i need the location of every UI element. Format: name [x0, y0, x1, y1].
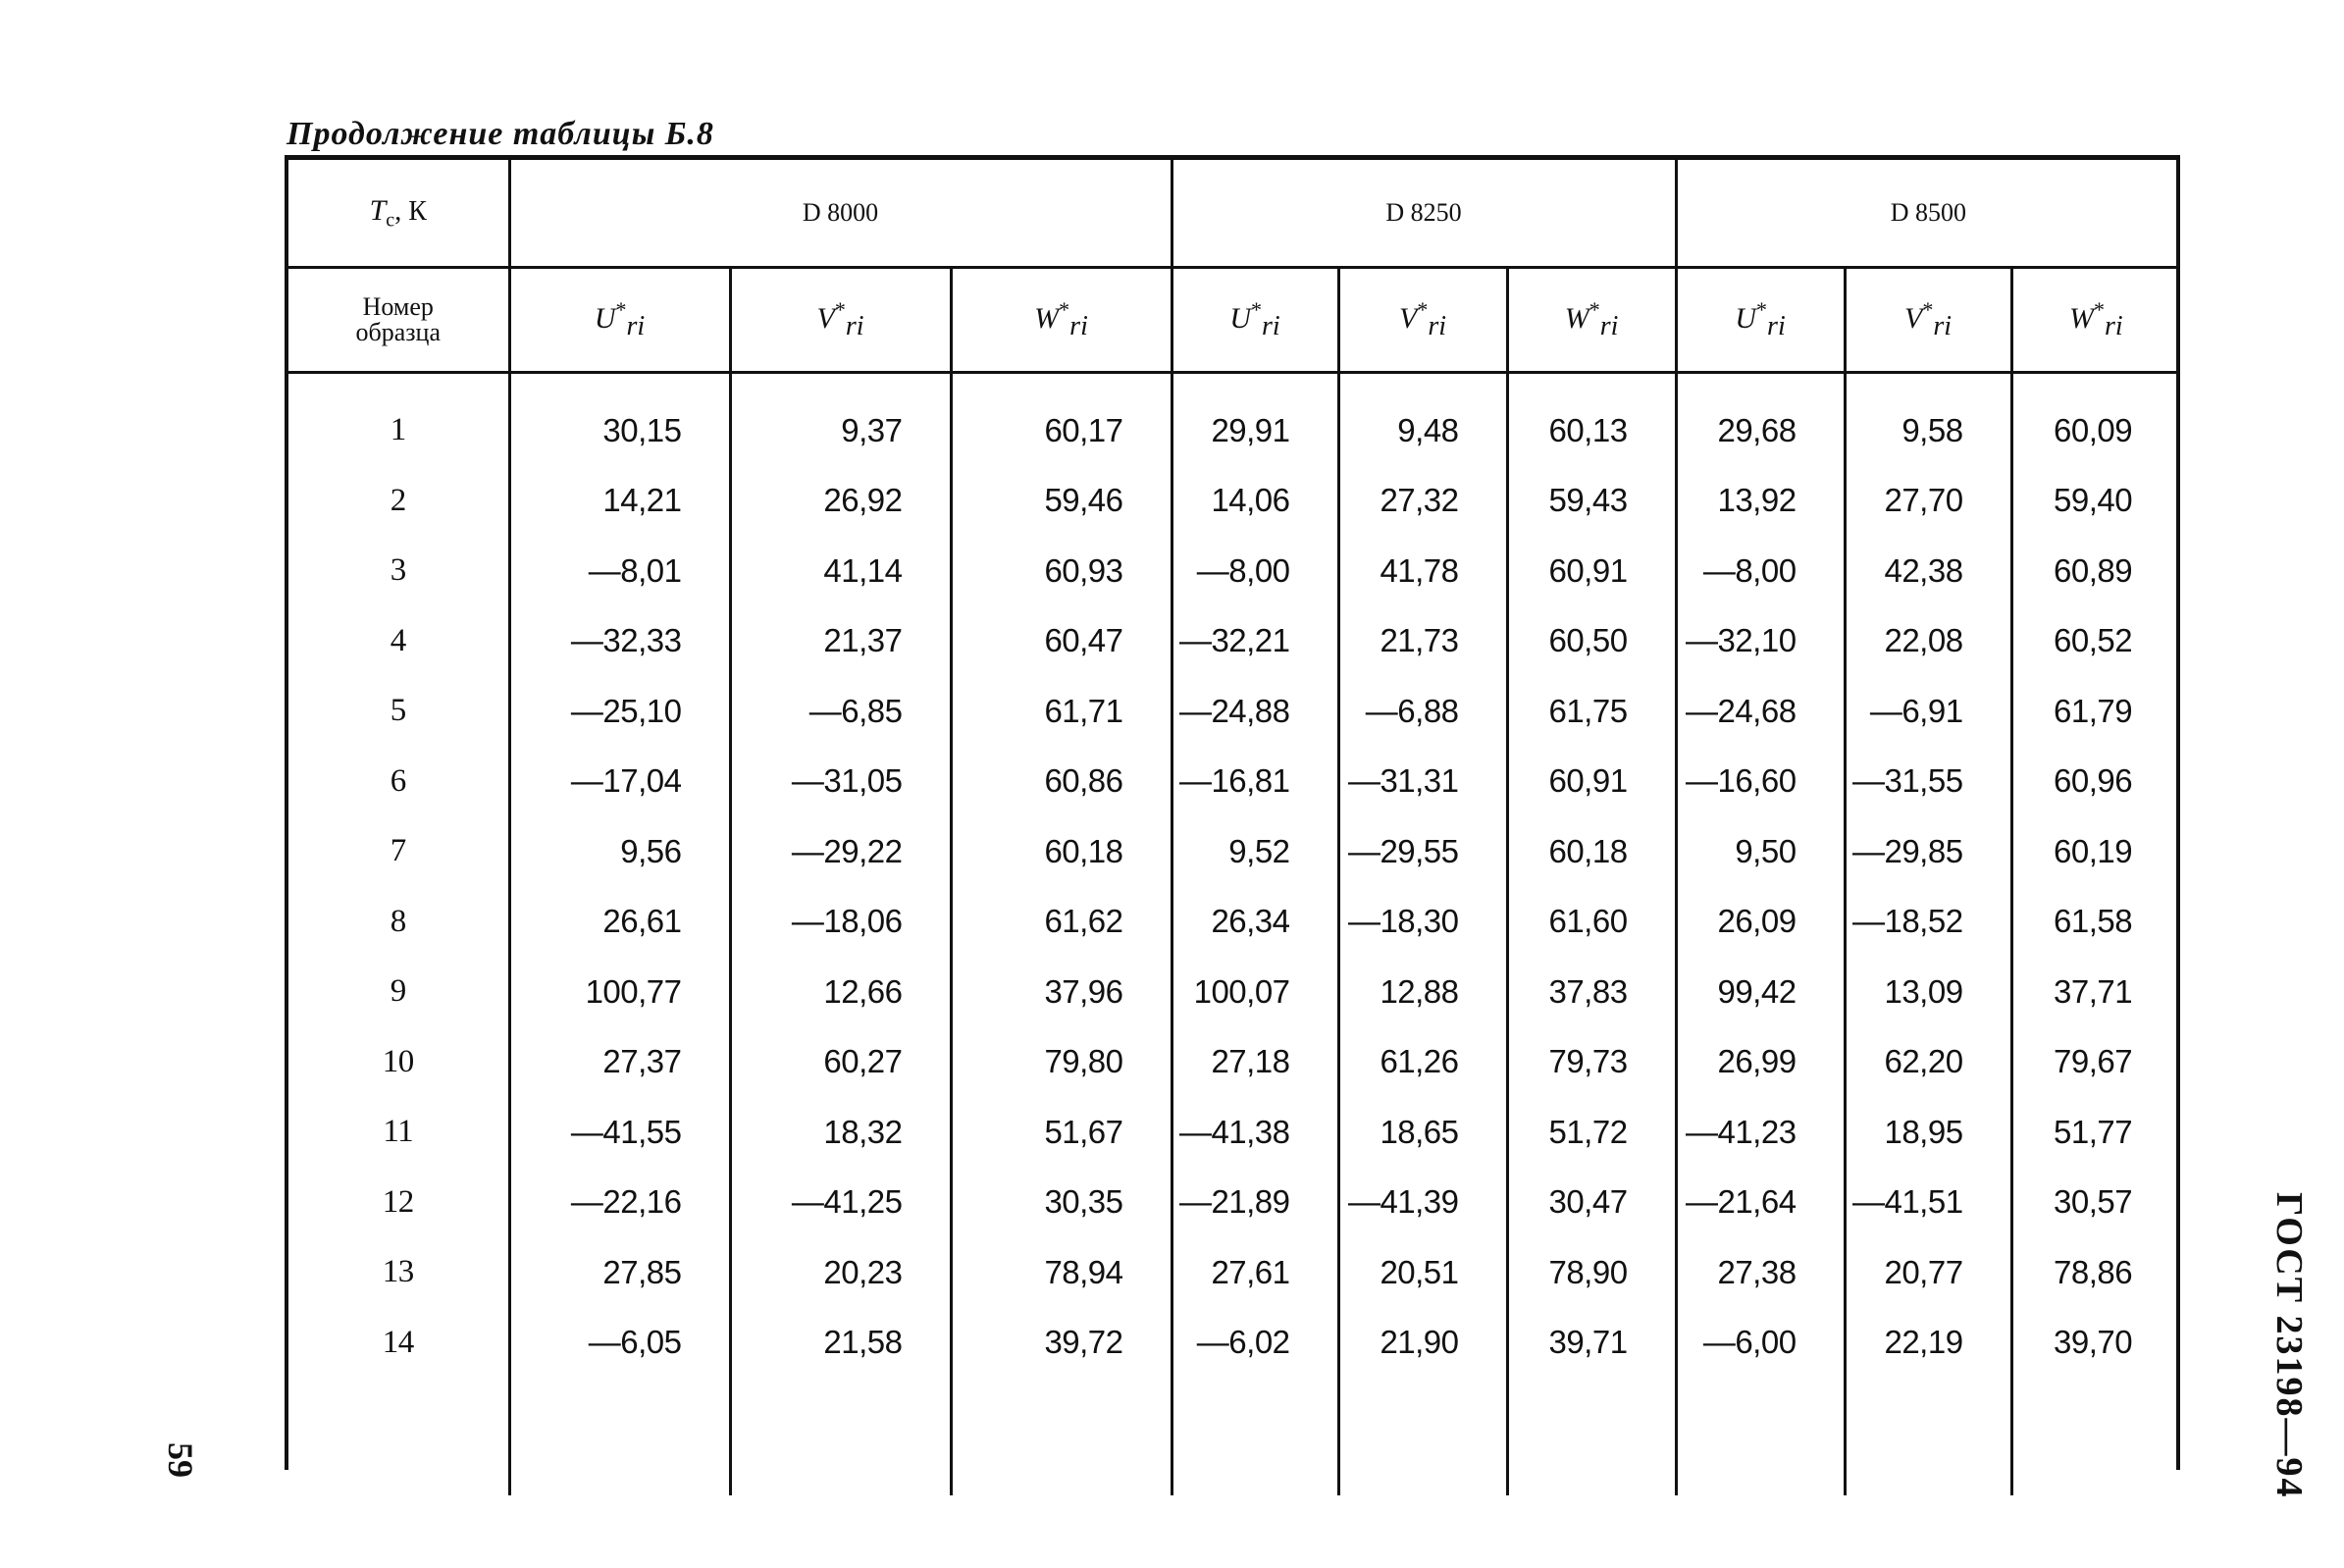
table-cell: 79,67 — [2011, 1027, 2179, 1098]
sample-label-line2: образца — [355, 318, 441, 346]
sample-number: 9 — [390, 973, 406, 1010]
table-cell: 27,70 — [1845, 466, 2011, 537]
table-cell: —24,88 — [1172, 676, 1338, 747]
table-cell: 37,96 — [951, 957, 1172, 1027]
standard-code: ГОСТ 23198—94 — [2268, 1192, 2310, 1499]
table-row — [288, 1308, 2179, 1379]
table-cell: 60,50 — [1507, 606, 1676, 677]
table-cell: 60,89 — [2011, 536, 2179, 606]
table-cell: —25,10 — [509, 676, 730, 747]
table-cell: —6,91 — [1845, 676, 2011, 747]
table-cell: 39,71 — [1507, 1308, 1676, 1379]
tc-symbol: T — [369, 193, 387, 227]
column-index: ri — [1428, 311, 1447, 341]
column-header-v-d8500 — [1845, 268, 2011, 373]
column-star: * — [1059, 297, 1070, 322]
table-cell: 14,21 — [509, 466, 730, 537]
table-cell: 59,43 — [1507, 466, 1676, 537]
sample-number: 6 — [390, 762, 406, 799]
data-table — [288, 160, 2179, 1495]
table-cell: 60,52 — [2011, 606, 2179, 677]
table-cell: 59,46 — [951, 466, 1172, 537]
table-cell: 21,58 — [730, 1308, 951, 1379]
sample-number: 11 — [383, 1114, 414, 1150]
table-cell: 37,71 — [2011, 957, 2179, 1027]
table-cell: 51,77 — [2011, 1097, 2179, 1168]
table-cell: 60,09 — [2011, 373, 2179, 466]
table-row — [288, 606, 2179, 677]
sample-number: 2 — [390, 482, 406, 518]
table-cell: 27,61 — [1172, 1237, 1338, 1308]
table-cell: —18,30 — [1338, 887, 1507, 958]
column-letter: W — [1564, 302, 1589, 335]
column-star: * — [1251, 297, 1263, 322]
tc-header — [288, 160, 509, 268]
column-letter: U — [1735, 302, 1757, 335]
table-cell: 60,18 — [1507, 816, 1676, 887]
table-cell: —18,52 — [1845, 887, 2011, 958]
table-cell: 26,34 — [1172, 887, 1338, 958]
table-cell: —6,02 — [1172, 1308, 1338, 1379]
column-index: ri — [2104, 311, 2123, 341]
table-cell: 22,08 — [1845, 606, 2011, 677]
table-cell: —21,89 — [1172, 1168, 1338, 1238]
tc-unit: , К — [394, 195, 427, 227]
table-cell: 9,58 — [1845, 373, 2011, 466]
table-row — [288, 957, 2179, 1027]
sample-number: 8 — [390, 903, 406, 939]
table-cell: —18,06 — [730, 887, 951, 958]
table-cell: 9,37 — [730, 373, 951, 466]
table-cell: 21,73 — [1338, 606, 1507, 677]
table-cell: 26,09 — [1676, 887, 1845, 958]
table-cell: 30,35 — [951, 1168, 1172, 1238]
group-header-d8000: D 8000 — [509, 160, 1172, 268]
table-cell: —29,85 — [1845, 816, 2011, 887]
table-cell: 26,61 — [509, 887, 730, 958]
table-cell: —41,39 — [1338, 1168, 1507, 1238]
table-cell: 27,37 — [509, 1027, 730, 1098]
filler-cell — [730, 1378, 951, 1495]
table-cell: —8,00 — [1676, 536, 1845, 606]
sample-number: 3 — [390, 552, 406, 589]
table-cell: 22,19 — [1845, 1308, 2011, 1379]
column-header-u-d8000 — [509, 268, 730, 373]
filler-cell — [288, 1378, 509, 1495]
table-cell: —16,60 — [1676, 747, 1845, 817]
filler-cell — [509, 1378, 730, 1495]
table-cell: 79,80 — [951, 1027, 1172, 1098]
column-star: * — [1417, 297, 1429, 322]
filler-cell — [1338, 1378, 1507, 1495]
table-row — [288, 1237, 2179, 1308]
sample-number: 1 — [390, 412, 406, 448]
table-cell: 20,23 — [730, 1237, 951, 1308]
column-symbol — [1399, 297, 1447, 341]
table-cell: 61,26 — [1338, 1027, 1507, 1098]
table-cell: 60,86 — [951, 747, 1172, 817]
table-cell: 61,75 — [1507, 676, 1676, 747]
table-cell: 61,62 — [951, 887, 1172, 958]
sample-number: 5 — [390, 693, 406, 729]
table-cell: 60,91 — [1507, 536, 1676, 606]
table-cell: 27,32 — [1338, 466, 1507, 537]
table-cell: —29,55 — [1338, 816, 1507, 887]
sample-number: 14 — [382, 1324, 414, 1360]
column-symbol — [2068, 297, 2123, 341]
table-cell: 78,86 — [2011, 1237, 2179, 1308]
table-cell: 21,37 — [730, 606, 951, 677]
table-row — [288, 466, 2179, 537]
table-cell: —31,31 — [1338, 747, 1507, 817]
table-cell: —41,25 — [730, 1168, 951, 1238]
sample-number: 7 — [390, 833, 406, 869]
table-row — [288, 373, 2179, 466]
table-cell: 9,50 — [1676, 816, 1845, 887]
column-symbol — [816, 297, 864, 341]
table-row — [288, 1168, 2179, 1238]
table-cell: 9,56 — [509, 816, 730, 887]
filler-cell — [1676, 1378, 1845, 1495]
header-row-columns — [288, 268, 2179, 373]
table-cell: —17,04 — [509, 747, 730, 817]
column-index: ri — [626, 311, 646, 341]
table-cell: 100,77 — [509, 957, 730, 1027]
column-symbol — [594, 297, 646, 341]
table-cell: 41,14 — [730, 536, 951, 606]
filler-cell — [2011, 1378, 2179, 1495]
table-cell: 9,52 — [1172, 816, 1338, 887]
table-row — [288, 536, 2179, 606]
column-header-w-d8000 — [951, 268, 1172, 373]
table-cell: 29,68 — [1676, 373, 1845, 466]
column-star: * — [1756, 297, 1768, 322]
table-cell: 27,85 — [509, 1237, 730, 1308]
table-cell: 30,15 — [509, 373, 730, 466]
column-header-u-d8500 — [1676, 268, 1845, 373]
table-cell: 29,91 — [1172, 373, 1338, 466]
column-star: * — [2093, 297, 2105, 322]
table-cell: 60,19 — [2011, 816, 2179, 887]
table-cell: 26,99 — [1676, 1027, 1845, 1098]
table-cell: 60,17 — [951, 373, 1172, 466]
table-cell: —31,55 — [1845, 747, 2011, 817]
column-symbol — [1904, 297, 1953, 341]
table-cell: 79,73 — [1507, 1027, 1676, 1098]
table-caption: Продолжение таблицы Б.8 — [286, 116, 714, 152]
table-cell: 99,42 — [1676, 957, 1845, 1027]
table-cell: 60,93 — [951, 536, 1172, 606]
column-header-u-d8250 — [1172, 268, 1338, 373]
table-cell: —8,00 — [1172, 536, 1338, 606]
table-row — [288, 747, 2179, 817]
column-symbol — [1229, 297, 1280, 341]
column-index: ri — [1262, 311, 1280, 341]
column-star: * — [1922, 297, 1934, 322]
table-cell: —6,00 — [1676, 1308, 1845, 1379]
table-cell: —16,81 — [1172, 747, 1338, 817]
data-table-frame — [285, 155, 2180, 1470]
table-cell: 21,90 — [1338, 1308, 1507, 1379]
column-letter: U — [594, 302, 616, 335]
column-index: ri — [845, 311, 864, 341]
table-cell: —31,05 — [730, 747, 951, 817]
table-cell: 18,95 — [1845, 1097, 2011, 1168]
table-cell: 78,94 — [951, 1237, 1172, 1308]
sample-number: 12 — [382, 1183, 414, 1220]
group-header-d8500: D 8500 — [1676, 160, 2179, 268]
table-cell: 60,96 — [2011, 747, 2179, 817]
filler-cell — [1172, 1378, 1338, 1495]
table-cell: —32,10 — [1676, 606, 1845, 677]
table-cell: 41,78 — [1338, 536, 1507, 606]
table-cell: —6,88 — [1338, 676, 1507, 747]
table-cell: 20,51 — [1338, 1237, 1507, 1308]
table-row — [288, 816, 2179, 887]
table-cell: 18,32 — [730, 1097, 951, 1168]
column-index: ri — [1933, 311, 1953, 341]
column-index: ri — [1069, 311, 1088, 341]
table-cell: 9,48 — [1338, 373, 1507, 466]
filler-cell — [1507, 1378, 1676, 1495]
table-cell: 39,70 — [2011, 1308, 2179, 1379]
table-cell: 12,88 — [1338, 957, 1507, 1027]
table-cell: —41,55 — [509, 1097, 730, 1168]
table-cell: 20,77 — [1845, 1237, 2011, 1308]
filler-cell — [951, 1378, 1172, 1495]
column-header-v-d8250 — [1338, 268, 1507, 373]
column-letter: W — [2068, 302, 2094, 335]
column-symbol — [1735, 297, 1786, 341]
table-row — [288, 1097, 2179, 1168]
table-cell: —41,38 — [1172, 1097, 1338, 1168]
table-cell: 30,57 — [2011, 1168, 2179, 1238]
table-cell: 60,18 — [951, 816, 1172, 887]
table-cell: 51,72 — [1507, 1097, 1676, 1168]
table-cell: 13,09 — [1845, 957, 2011, 1027]
table-cell: 27,38 — [1676, 1237, 1845, 1308]
sample-label-line1: Номер — [362, 292, 434, 321]
table-cell: 60,13 — [1507, 373, 1676, 466]
table-row — [288, 676, 2179, 747]
tc-subscript: с — [386, 209, 395, 232]
column-symbol — [1034, 297, 1088, 341]
sample-number: 13 — [382, 1254, 414, 1290]
table-body — [288, 373, 2179, 1496]
table-cell: 13,92 — [1676, 466, 1845, 537]
column-header-w-d8500 — [2011, 268, 2179, 373]
sample-number: 4 — [390, 622, 406, 658]
page-number: 59 — [161, 1442, 200, 1478]
table-cell: —29,22 — [730, 816, 951, 887]
column-star: * — [1589, 297, 1600, 322]
sample-number-header — [288, 268, 509, 373]
table-cell: 12,66 — [730, 957, 951, 1027]
column-letter: V — [816, 302, 835, 335]
column-star: * — [834, 297, 846, 322]
column-letter: V — [1399, 302, 1418, 335]
table-cell: 78,90 — [1507, 1237, 1676, 1308]
table-cell: —21,64 — [1676, 1168, 1845, 1238]
table-cell: 30,47 — [1507, 1168, 1676, 1238]
table-cell: 60,47 — [951, 606, 1172, 677]
table-cell: 51,67 — [951, 1097, 1172, 1168]
table-row — [288, 1027, 2179, 1098]
table-cell: 61,58 — [2011, 887, 2179, 958]
column-letter: U — [1229, 302, 1252, 335]
column-header-w-d8250 — [1507, 268, 1676, 373]
table-cell: 42,38 — [1845, 536, 2011, 606]
table-cell: 14,06 — [1172, 466, 1338, 537]
table-filler-row — [288, 1378, 2179, 1495]
table-cell: —8,01 — [509, 536, 730, 606]
table-cell: 37,83 — [1507, 957, 1676, 1027]
column-letter: V — [1904, 302, 1923, 335]
column-index: ri — [1767, 311, 1786, 341]
table-cell: —6,85 — [730, 676, 951, 747]
table-cell: 60,27 — [730, 1027, 951, 1098]
table-cell: 61,79 — [2011, 676, 2179, 747]
table-cell: 27,18 — [1172, 1027, 1338, 1098]
table-cell: —41,23 — [1676, 1097, 1845, 1168]
table-cell: 100,07 — [1172, 957, 1338, 1027]
sample-number: 10 — [382, 1043, 414, 1079]
table-cell: 39,72 — [951, 1308, 1172, 1379]
table-cell: 26,92 — [730, 466, 951, 537]
table-cell: —41,51 — [1845, 1168, 2011, 1238]
table-cell: 18,65 — [1338, 1097, 1507, 1168]
table-row — [288, 887, 2179, 958]
column-star: * — [615, 297, 627, 322]
table-cell: 61,60 — [1507, 887, 1676, 958]
table-cell: 60,91 — [1507, 747, 1676, 817]
table-cell: —32,33 — [509, 606, 730, 677]
group-header-d8250: D 8250 — [1172, 160, 1676, 268]
table-cell: —6,05 — [509, 1308, 730, 1379]
column-letter: W — [1034, 302, 1060, 335]
column-header-v-d8000 — [730, 268, 951, 373]
filler-cell — [1845, 1378, 2011, 1495]
table-cell: —22,16 — [509, 1168, 730, 1238]
column-symbol — [1564, 297, 1619, 341]
header-row-groups — [288, 160, 2179, 268]
table-cell: 59,40 — [2011, 466, 2179, 537]
column-index: ri — [1599, 311, 1619, 341]
table-cell: —24,68 — [1676, 676, 1845, 747]
table-cell: 62,20 — [1845, 1027, 2011, 1098]
table-cell: 61,71 — [951, 676, 1172, 747]
table-cell: —32,21 — [1172, 606, 1338, 677]
